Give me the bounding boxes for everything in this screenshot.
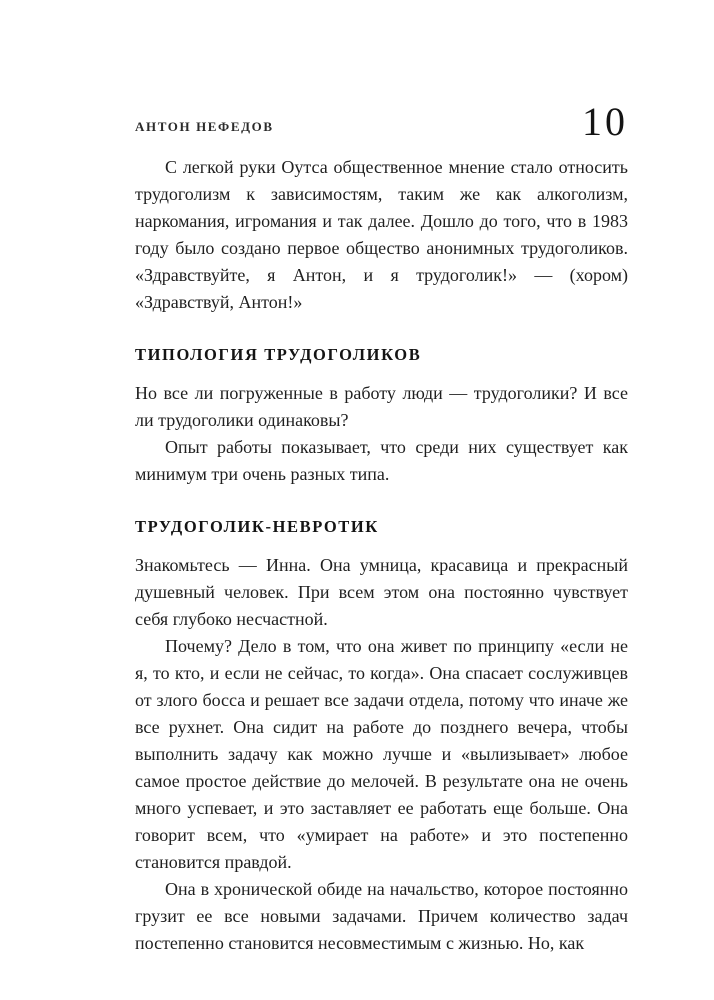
paragraph-inna-resentment: Она в хронической обиде на начальство, которое постоянно грузит ее все новыми задачами. Причем количество задач постепенно становится несовместимым с жизнью. Но, как — [135, 879, 628, 953]
paragraph-three-types: Опыт работы показывает, что среди них существует как минимум три очень разных типа. — [135, 437, 628, 484]
paragraph-oates-intro: С легкой руки Оутса общественное мнение стало относить трудоголизм к зависимостям, таким же как алкоголизм, наркомания, игромания и так далее. Дошло до того, что в 1983 году было создано первое общество анонимных трудоголиков. «Здравствуйте, я Антон, и я трудоголик!» — (хором) «Здравствуй, Антон!» — [135, 157, 628, 312]
page-number: 10 — [582, 99, 628, 144]
paragraph-typology-question: Но все ли погруженные в работу люди — трудоголики? И все ли трудоголики одинаковы? — [135, 383, 628, 430]
author-running-title: АНТОН НЕФЕДОВ — [135, 119, 274, 134]
section-heading-neurotic: ТРУДОГОЛИК-НЕВРОТИК — [135, 517, 379, 536]
paragraph-inna-principle: Почему? Дело в том, что она живет по принципу «если не я, то кто, и если не сейчас, то когда». Она спасает сослуживцев от злого босса и решает все задачи отдела, потому что иначе же все рухнет. Она сидит на работе до позднего вечера, чтобы выполнить задачу как можно лучше и «вылизывает» любое самое простое действие до мелочей. В результате она не очень много успевает, и это заставляет ее работать еще больше. Она говорит всем, что «умирает на работе» и это постепенно становится правдой. — [135, 636, 628, 872]
paragraph-inna-intro: Знакомьтесь — Инна. Она умница, красавица и прекрасный душевный человек. При всем этом она постоянно чувствует себя глубоко несчастной. — [135, 555, 628, 629]
running-header — [135, 98, 628, 144]
section-heading-typology: ТИПОЛОГИЯ ТРУДОГОЛИКОВ — [135, 345, 422, 364]
